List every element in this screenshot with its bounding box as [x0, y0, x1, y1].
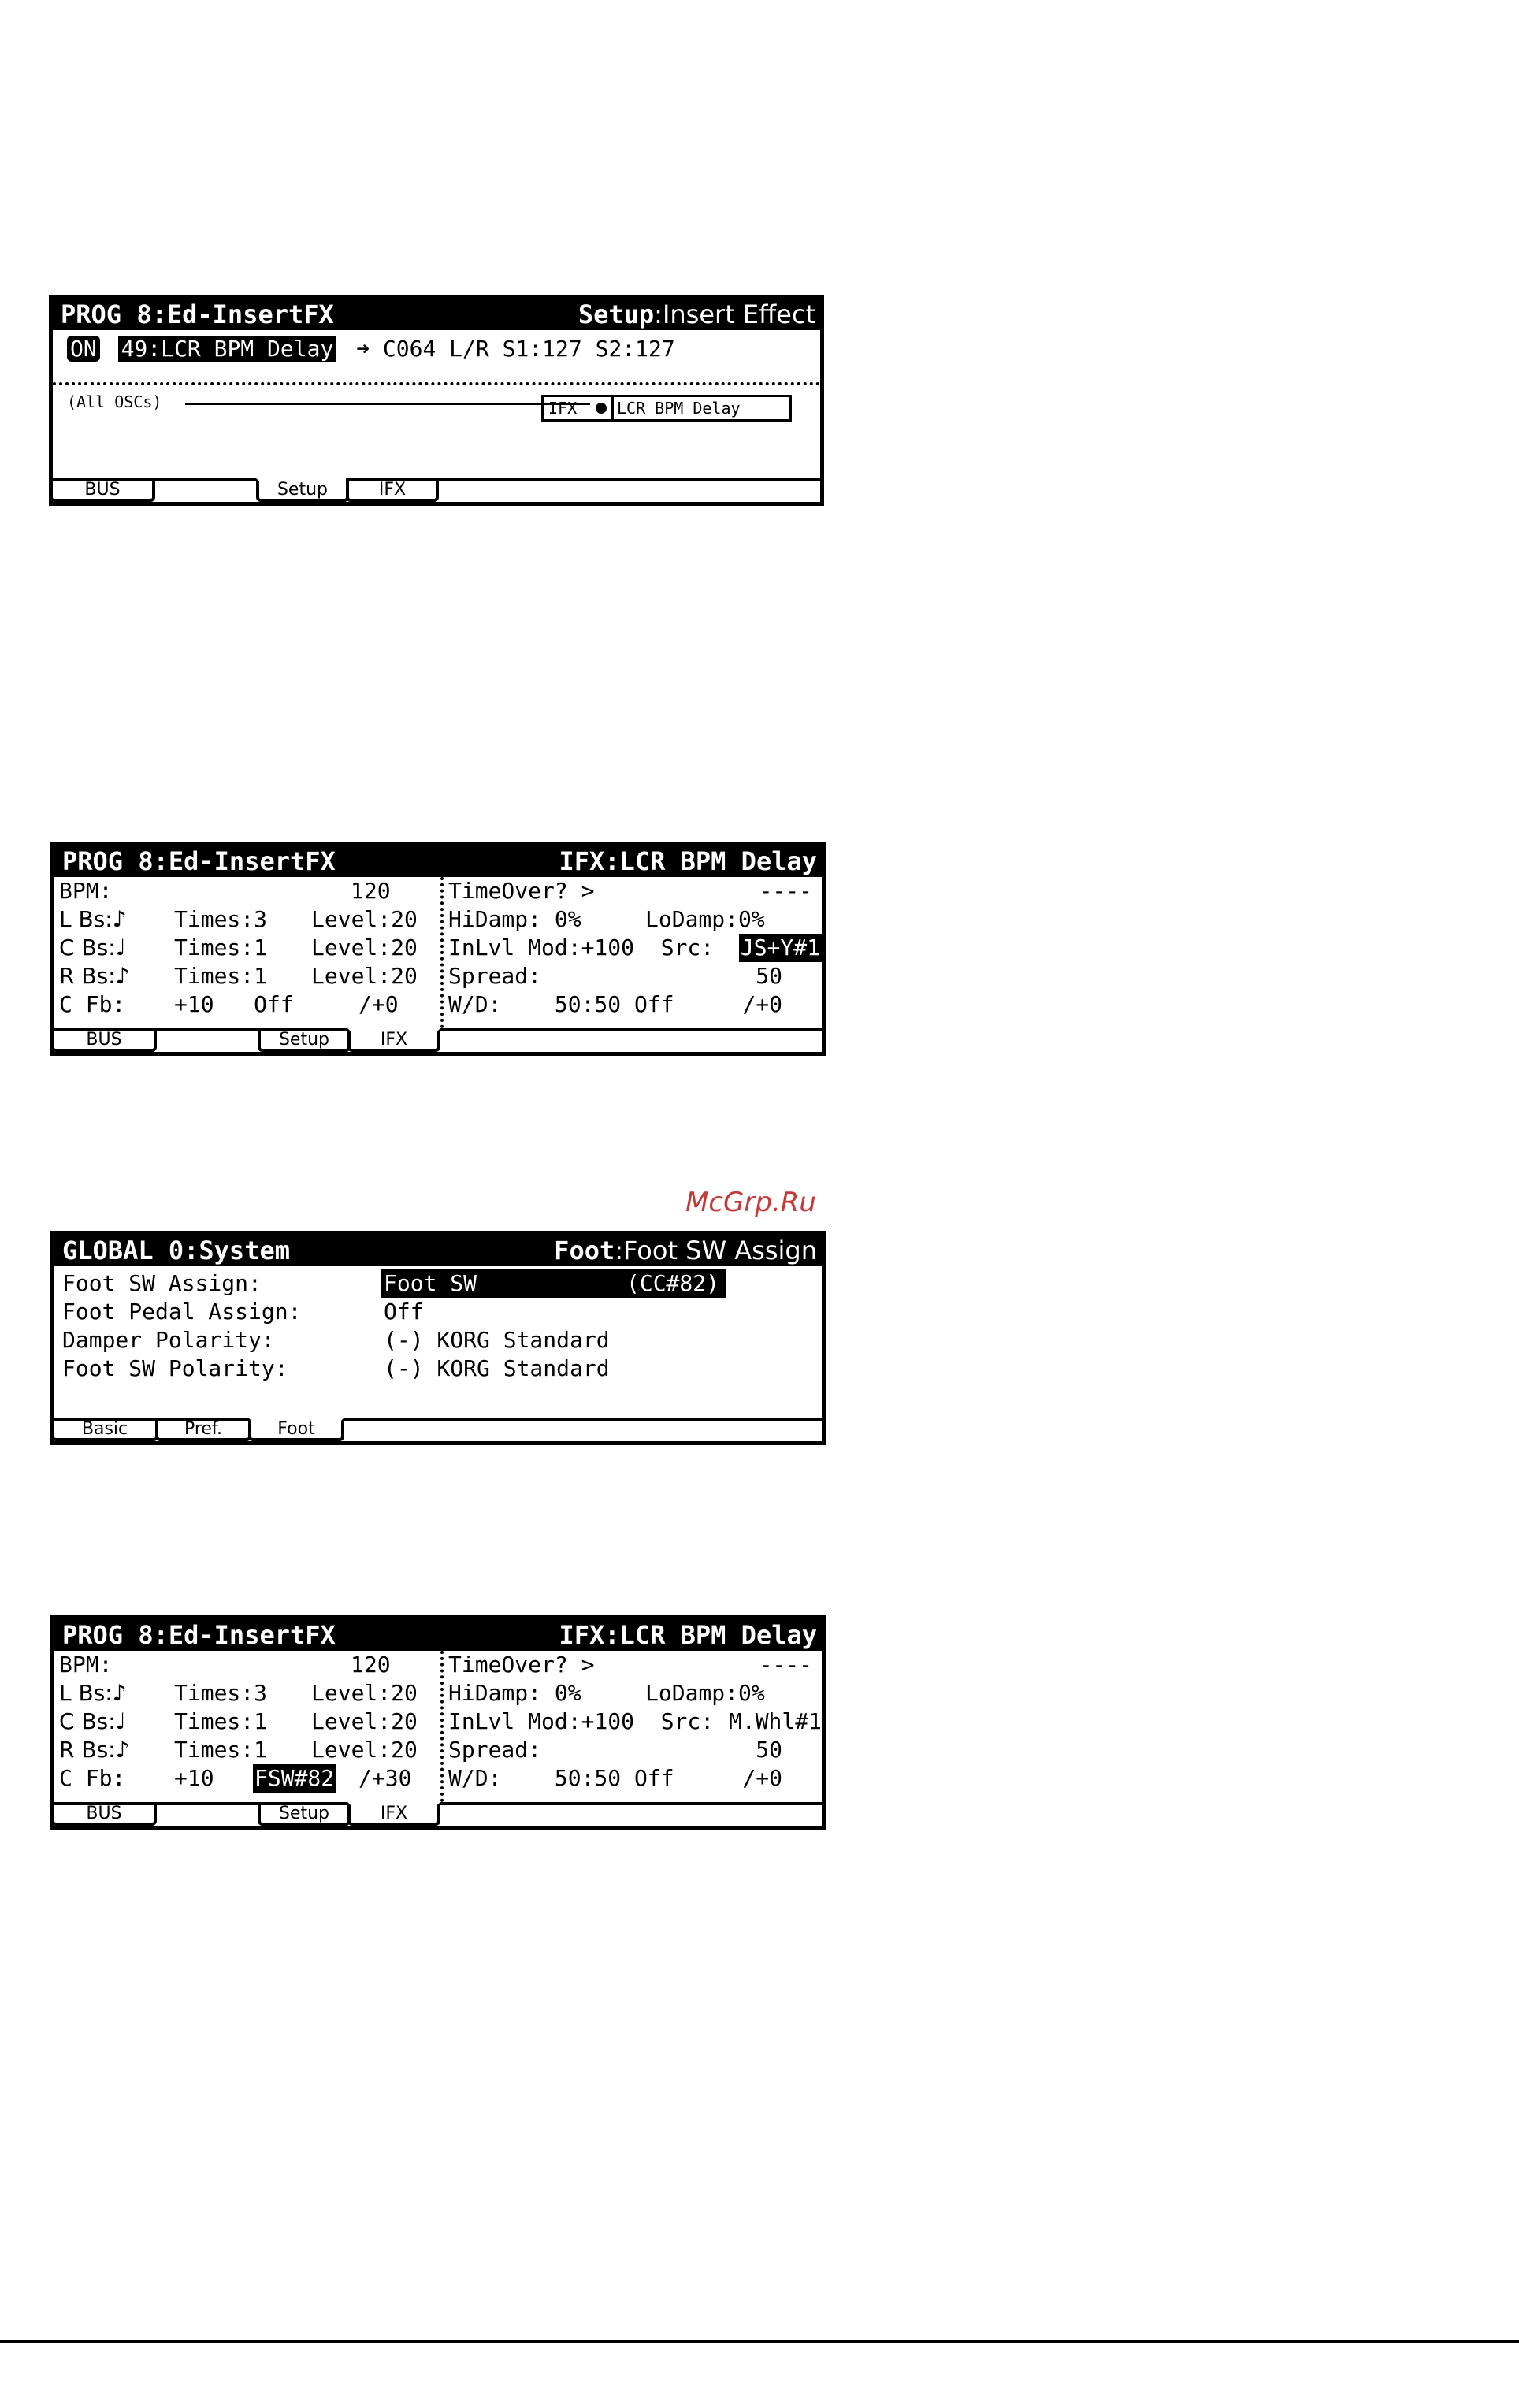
param-value: 120 [351, 878, 391, 904]
param-label: R Bs:♪ [59, 1737, 130, 1763]
tab-ifx[interactable]: IFX [347, 1802, 440, 1826]
tab-bus[interactable]: BUS [51, 1028, 157, 1052]
param-mod-amount: /+0 [358, 991, 399, 1017]
lcd-screen-ifx-fsw [50, 1615, 826, 1830]
param-lodamp: LoDamp:0% [645, 906, 765, 932]
param-row-c-bs[interactable] [59, 934, 437, 962]
param-times: Times:3 [174, 906, 268, 932]
param-row-bpm[interactable] [59, 1651, 437, 1679]
page-title: PROG 8:Ed-InsertFX [61, 299, 334, 329]
param-label: TimeOver? > [448, 878, 595, 904]
param-row-wd[interactable] [448, 1764, 822, 1793]
page-subtitle: IFX:LCR BPM Delay [559, 846, 817, 876]
tab-ifx[interactable]: IFX [347, 1028, 440, 1052]
param-label: BPM: [59, 1652, 113, 1678]
setting-value: Off [384, 1299, 424, 1325]
routing-info: ➜ C064 L/R S1:127 S2:127 [356, 336, 675, 362]
param-times: Times:1 [174, 935, 268, 961]
param-level: Level:20 [311, 1737, 418, 1763]
watermark-text: McGrp.Ru [685, 1187, 816, 1218]
page-subtitle: IFX:LCR BPM Delay [559, 1620, 817, 1650]
param-label: W/D: 50:50 Off [448, 1765, 674, 1791]
tab-bus[interactable]: BUS [51, 1802, 157, 1826]
param-row-wd[interactable] [448, 990, 822, 1019]
ifx-on-dot-icon [596, 403, 607, 414]
foot-sw-assign-row[interactable] [62, 1269, 819, 1298]
foot-sw-polarity-row[interactable] [62, 1354, 819, 1383]
page-title: PROG 8:Ed-InsertFX [62, 1620, 336, 1650]
setting-label: Foot Pedal Assign: [62, 1299, 302, 1325]
param-row-c-fb[interactable] [59, 990, 437, 1019]
foot-pedal-assign-row[interactable] [62, 1298, 819, 1326]
param-label: W/D: 50:50 Off [448, 991, 674, 1017]
page-subtitle [578, 299, 815, 330]
param-row-timeover[interactable] [448, 1651, 822, 1679]
ifx-effect-name: LCR BPM Delay [611, 397, 741, 419]
fb-mod-src-select[interactable]: FSW#82 [254, 1765, 335, 1791]
param-label: C Bs:♩ [59, 935, 126, 961]
setting-label: Foot SW Assign: [62, 1270, 262, 1296]
tab-pref[interactable]: Pref. [155, 1418, 251, 1441]
dotted-divider [440, 1651, 444, 1802]
tab-bus[interactable]: BUS [50, 478, 155, 502]
param-row-inlvl-mod[interactable] [448, 1708, 822, 1736]
param-label: Spread: [448, 963, 542, 989]
param-feedback: +10 Off [174, 991, 294, 1017]
param-hidamp: HiDamp: 0% [448, 1680, 581, 1706]
tab-foot[interactable]: Foot [248, 1418, 344, 1441]
setting-value: (-) KORG Standard [384, 1327, 610, 1353]
damper-polarity-row[interactable] [62, 1326, 819, 1354]
param-label: TimeOver? > [448, 1652, 595, 1678]
param-row-r-bs[interactable] [59, 962, 437, 990]
page-description: :Insert Effect [654, 299, 815, 329]
param-row-damp[interactable] [448, 1679, 822, 1708]
param-times: Times:1 [174, 963, 268, 989]
tab-setup[interactable]: Setup [256, 478, 349, 502]
param-level: Level:20 [311, 935, 418, 961]
param-label: L Bs:♪ [59, 906, 127, 932]
tab-setup[interactable]: Setup [258, 1028, 351, 1052]
tab-ifx[interactable]: IFX [346, 478, 439, 502]
osc-label: (All OSCs) [67, 392, 162, 411]
param-lodamp: LoDamp:0% [645, 1680, 765, 1706]
page-title: PROG 8:Ed-InsertFX [62, 846, 336, 876]
param-value: 50 [756, 963, 782, 989]
param-level: Level:20 [311, 906, 418, 932]
param-value: 120 [351, 1652, 391, 1678]
param-times: Times:3 [174, 1680, 268, 1706]
tab-bar [54, 1802, 822, 1826]
param-label: InLvl Mod:+100 Src: [448, 935, 715, 961]
param-row-r-bs[interactable] [59, 1736, 437, 1764]
param-label: InLvl Mod:+100 Src: [448, 1708, 715, 1734]
param-label: L Bs:♪ [59, 1680, 127, 1706]
param-level: Level:20 [311, 963, 418, 989]
param-value: ---- [759, 1652, 812, 1678]
on-toggle[interactable]: ON [67, 336, 100, 362]
tab-bar [54, 1418, 822, 1441]
param-label: R Bs:♪ [59, 963, 130, 989]
param-row-l-bs[interactable] [59, 1679, 437, 1708]
src-select[interactable]: JS+Y#1 [740, 935, 820, 961]
src-select[interactable]: M.Whl#1 [728, 1708, 822, 1734]
param-value: ---- [759, 878, 812, 904]
page-name: Foot [554, 1236, 615, 1265]
setting-value: Foot SW [384, 1270, 477, 1296]
param-row-inlvl-mod[interactable] [448, 934, 822, 962]
param-row-c-bs[interactable] [59, 1708, 437, 1736]
lcd-screen-ifx [50, 842, 826, 1056]
tab-basic[interactable]: Basic [51, 1418, 158, 1441]
setting-extra: (CC#82) [626, 1270, 719, 1296]
page-title: GLOBAL 0:System [62, 1236, 290, 1265]
title-bar [54, 1619, 822, 1651]
title-bar [54, 1235, 822, 1266]
ifx-block[interactable] [541, 395, 792, 422]
tab-setup[interactable]: Setup [258, 1802, 351, 1826]
param-label: BPM: [59, 878, 113, 904]
param-times: Times:1 [174, 1737, 268, 1763]
effect-select[interactable]: 49:LCR BPM Delay [118, 336, 337, 362]
param-feedback: +10 [174, 1765, 214, 1791]
dotted-divider [53, 382, 820, 385]
param-row-timeover[interactable] [448, 877, 822, 905]
setting-label: Foot SW Polarity: [62, 1355, 288, 1381]
page-description: :Foot SW Assign [615, 1236, 817, 1265]
page-footer-rule [0, 2340, 1519, 2343]
param-row-spread[interactable] [448, 962, 822, 990]
param-value: /+0 [742, 991, 782, 1017]
page-name: Setup [578, 299, 655, 329]
param-label: C Fb: [59, 991, 126, 1017]
param-level: Level:20 [311, 1708, 418, 1734]
title-bar [54, 845, 822, 877]
effect-row [67, 335, 675, 363]
param-row-bpm[interactable] [59, 877, 437, 905]
ifx-label: IFX [548, 399, 578, 418]
dotted-divider [440, 877, 444, 1028]
param-label: C Bs:♩ [59, 1708, 126, 1734]
param-value: /+0 [742, 1765, 782, 1791]
param-row-c-fb[interactable] [59, 1764, 437, 1793]
param-mod-amount: /+30 [358, 1765, 412, 1791]
tab-bar [54, 1028, 822, 1052]
param-hidamp: HiDamp: 0% [448, 906, 581, 932]
param-row-spread[interactable] [448, 1736, 822, 1764]
param-value: 50 [756, 1737, 782, 1763]
page-subtitle [554, 1235, 817, 1266]
param-level: Level:20 [311, 1680, 418, 1706]
lcd-screen-setup [49, 295, 824, 506]
title-bar [53, 299, 820, 330]
param-times: Times:1 [174, 1708, 268, 1734]
foot-sw-assign-select[interactable] [381, 1269, 726, 1298]
lcd-screen-global-foot [50, 1231, 826, 1445]
setting-value: (-) KORG Standard [384, 1355, 610, 1381]
param-label: C Fb: [59, 1765, 126, 1791]
param-row-damp[interactable] [448, 905, 822, 934]
setting-label: Damper Polarity: [62, 1327, 275, 1353]
tab-bar [53, 478, 820, 502]
param-row-l-bs[interactable] [59, 905, 437, 934]
param-label: Spread: [448, 1737, 542, 1763]
signal-line [185, 403, 590, 405]
